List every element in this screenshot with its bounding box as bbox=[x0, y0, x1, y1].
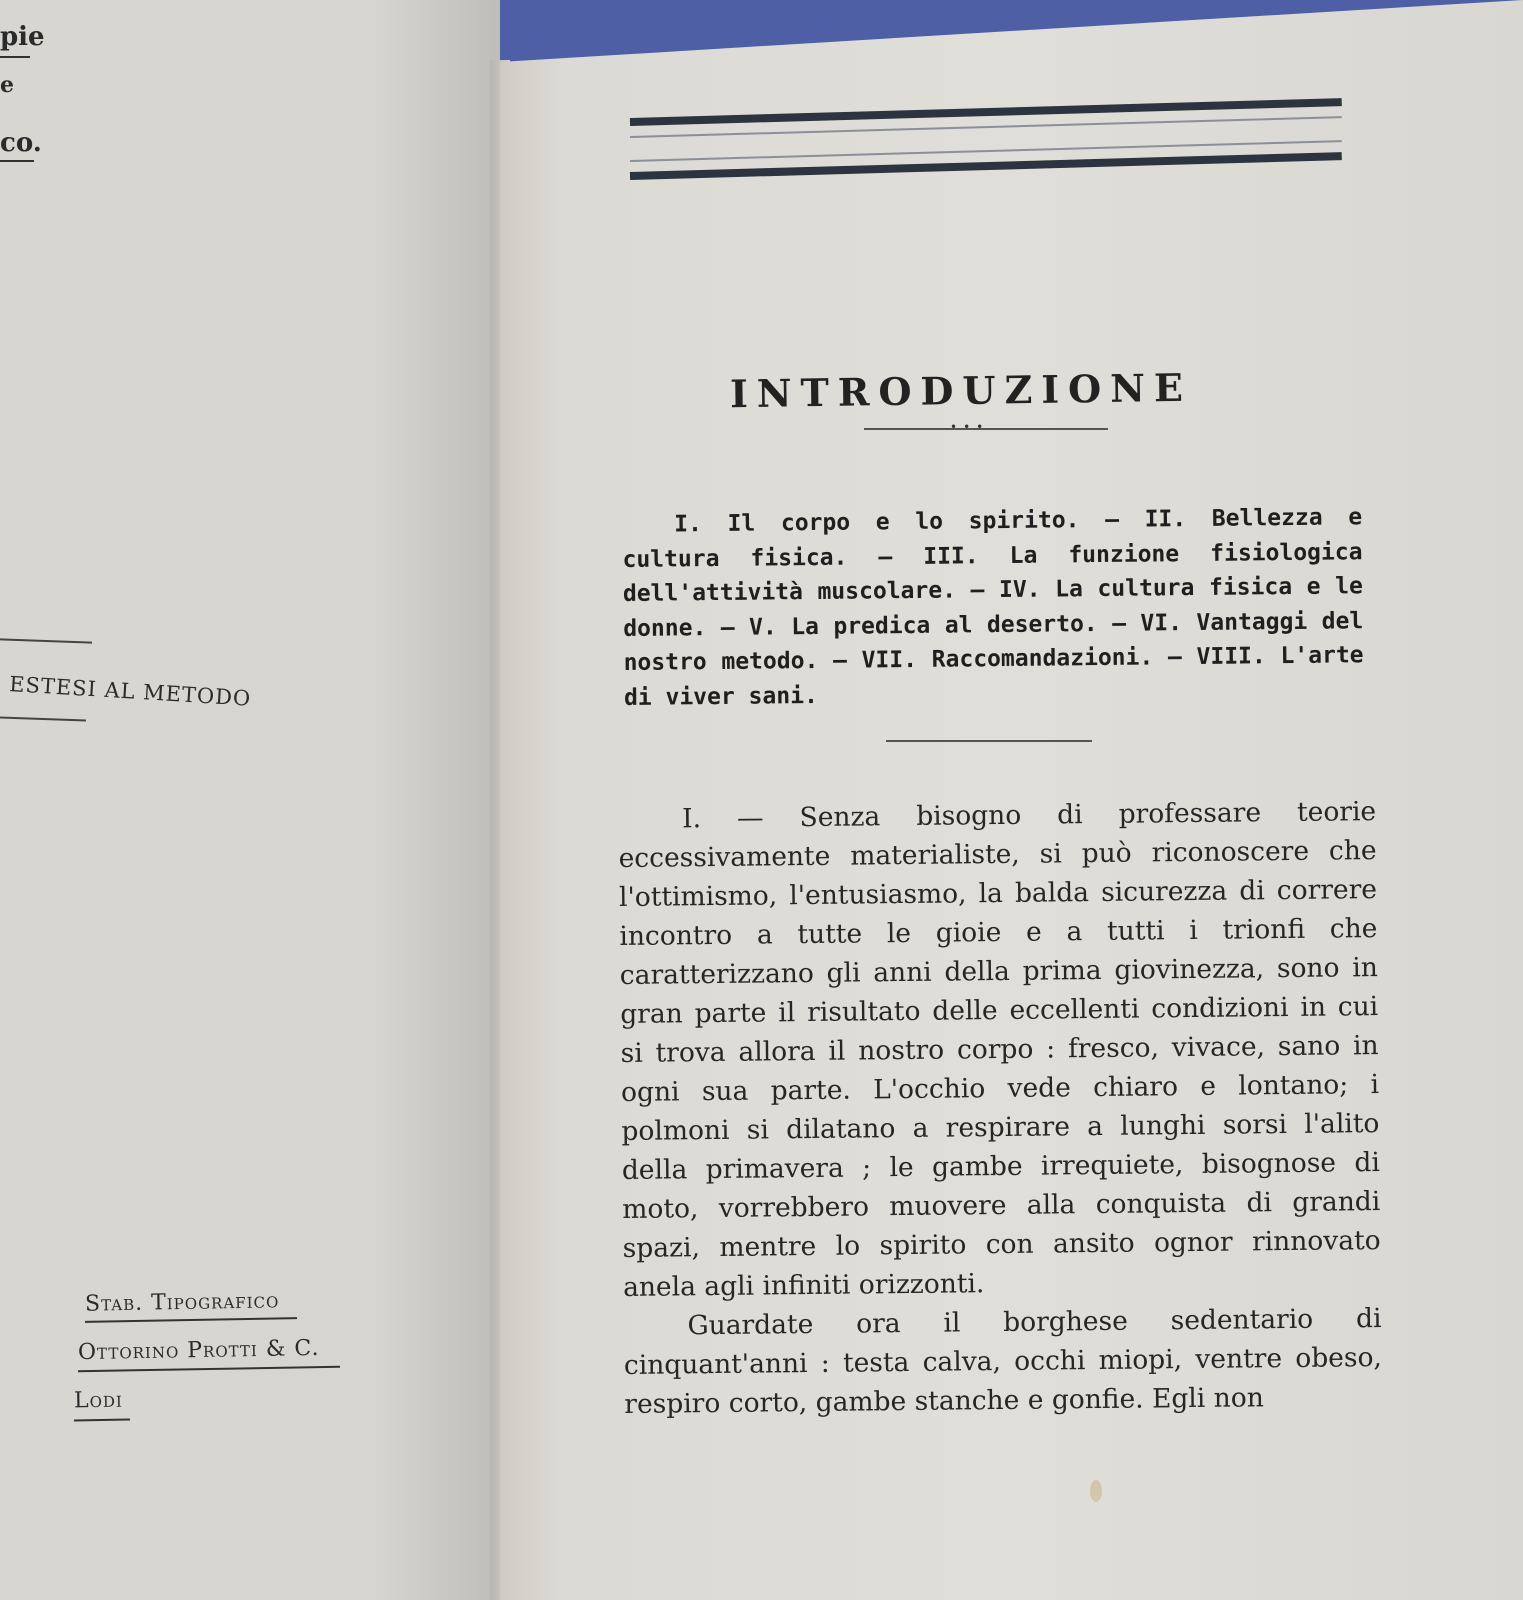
imprint-underline bbox=[74, 1419, 130, 1422]
section-rule-bottom bbox=[0, 716, 86, 721]
left-fragment-1: pie bbox=[0, 22, 45, 52]
left-page bbox=[0, 0, 500, 1600]
imprint-underline bbox=[78, 1366, 340, 1373]
chapter-body bbox=[618, 792, 1382, 1424]
paragraph: Guardate ora il borghese sedentario di cinquant'anni : testa calva, occhi miopi, ventre obeso, respiro corto, gambe stanche e gonfie. Egli non bbox=[623, 1303, 1383, 1420]
chapter-title: INTRODUZIONE bbox=[729, 364, 1193, 417]
title-ornament-dots: ••• bbox=[950, 420, 990, 434]
paragraph: I. — Senza bisogno di professare teorie eccessivamente materialiste, si può riconoscere che l'ottimismo, l'entusiasmo, la balda sicurezza di correre incontro a tutte le gioie e a tutti i trionfi che caratterizzano gli anni della prima giovinezza, sono in gran parte il risultato delle eccellenti condizioni in cui si trova allora il nostro corpo : fresco, vivace, sano in ogni sua parte. L'occhio vede chiaro e lontano; i polmoni si dilatano a respirare a lunghi sorsi l'alito della primavera ; le gambe irrequiete, bisognose di moto, vorrebbero muovere alla conquista di grandi spazi, mentre lo spirito con ansito ognor rinnovato anela agli infiniti orizzonti. bbox=[618, 796, 1381, 1303]
imprint-line-1: Stab. Tipografico bbox=[84, 1288, 280, 1317]
summary-rule bbox=[886, 740, 1092, 742]
section-rule-top bbox=[0, 638, 92, 643]
left-fragment-2: e bbox=[0, 72, 14, 98]
chapter-summary bbox=[622, 500, 1364, 715]
fragment-underline bbox=[0, 56, 30, 58]
imprint-line-2: Ottorino Protti & C. bbox=[77, 1335, 320, 1366]
left-fragment-3: co. bbox=[0, 128, 42, 158]
imprint-line-3: Lodi bbox=[73, 1387, 124, 1414]
chapter-summary-text: I. Il corpo e lo spirito. — II. Bellezza e cultura fisica. — III. La funzione fisiologica dell'attività muscolare. — IV. La cultura fisica e le donne. — V. La predica al deserto. — VI. Vantaggi del nostro metodo. — VII. Raccomandazioni. — VIII. L'arte di viver sani. bbox=[622, 504, 1364, 711]
imprint-underline bbox=[85, 1317, 297, 1323]
section-label: ESTESI AL METODO bbox=[8, 672, 252, 711]
fragment-underline bbox=[0, 160, 34, 162]
paper-stain bbox=[1090, 1480, 1102, 1502]
